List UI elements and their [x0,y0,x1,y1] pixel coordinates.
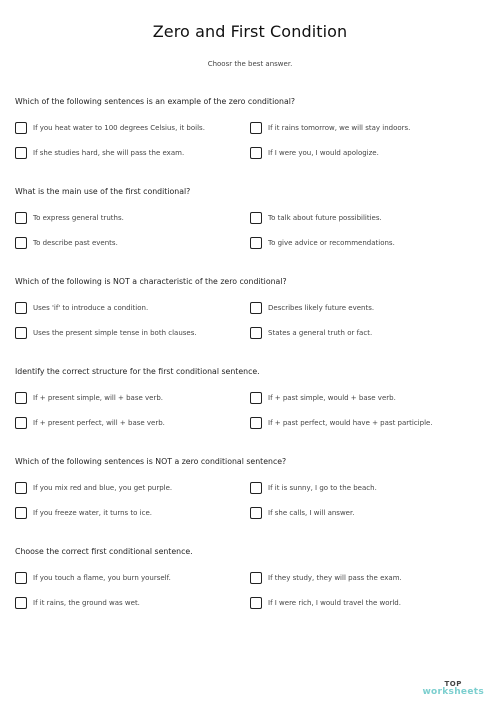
brand-bottom-text: worksheets [422,687,484,697]
page-title: Zero and First Condition [152,22,348,41]
checkbox[interactable] [15,147,27,159]
q2-option-c[interactable] [15,237,118,249]
option-label: If you freeze water, it turns to ice. [33,509,152,517]
checkbox[interactable] [15,417,27,429]
q6-option-d[interactable] [250,597,401,609]
checkbox[interactable] [15,507,27,519]
option-label: To express general truths. [33,214,124,222]
question-1: Which of the following sentences is an example of the zero conditional? [15,97,296,106]
q4-option-c[interactable] [15,417,165,429]
q2-option-d[interactable] [250,237,395,249]
checkbox[interactable] [250,212,262,224]
q5-option-b[interactable] [250,482,377,494]
option-label: If + past perfect, would have + past participle. [268,419,433,427]
checkbox[interactable] [250,237,262,249]
q6-option-b[interactable] [250,572,402,584]
option-label: To give advice or recommendations. [268,239,395,247]
checkbox[interactable] [250,327,262,339]
q1-option-b[interactable] [250,122,410,134]
option-label: States a general truth or fact. [268,329,373,337]
option-label: If you mix red and blue, you get purple. [33,484,173,492]
q4-option-b[interactable] [250,392,396,404]
option-label: If + present simple, will + base verb. [33,394,164,402]
checkbox[interactable] [250,572,262,584]
q1-option-c[interactable] [15,147,184,159]
option-label: If it rains tomorrow, we will stay indoors. [268,124,411,132]
q2-option-b[interactable] [250,212,382,224]
checkbox[interactable] [15,392,27,404]
instructions: Choosr the best answer. [207,60,293,68]
option-label: If it is sunny, I go to the beach. [268,484,377,492]
q1-option-d[interactable] [250,147,379,159]
checkbox[interactable] [15,122,27,134]
checkbox[interactable] [15,327,27,339]
option-label: To talk about future possibilities. [268,214,382,222]
q5-option-d[interactable] [250,507,354,519]
checkbox[interactable] [15,302,27,314]
checkbox[interactable] [250,507,262,519]
q4-option-d[interactable] [250,417,433,429]
option-label: Uses 'if' to introduce a condition. [33,304,149,312]
option-label: If I were rich, I would travel the world. [268,599,401,607]
checkbox[interactable] [250,122,262,134]
q3-option-d[interactable] [250,327,372,339]
checkbox[interactable] [15,212,27,224]
q3-option-c[interactable] [15,327,197,339]
q3-option-a[interactable] [15,302,148,314]
q2-option-a[interactable] [15,212,124,224]
q4-option-a[interactable] [15,392,163,404]
q5-option-c[interactable] [15,507,152,519]
question-2: What is the main use of the first conditional? [15,187,191,196]
option-label: If you heat water to 100 degrees Celsius, it boils. [33,124,205,132]
option-label: Uses the present simple tense in both clauses. [33,329,197,337]
checkbox[interactable] [250,417,262,429]
option-label: If it rains, the ground was wet. [33,599,140,607]
question-5: Which of the following sentences is NOT a zero conditional sentence? [15,457,287,466]
checkbox[interactable] [250,302,262,314]
option-label: If I were you, I would apologize. [268,149,379,157]
q6-option-c[interactable] [15,597,140,609]
question-6: Choose the correct first conditional sentence. [15,547,193,556]
checkbox[interactable] [15,482,27,494]
option-label: If + present perfect, will + base verb. [33,419,165,427]
option-label: Describes likely future events. [268,304,375,312]
brand-logo [422,681,484,697]
checkbox[interactable] [250,392,262,404]
option-label: If you touch a flame, you burn yourself. [33,574,171,582]
option-label: If she calls, I will answer. [268,509,355,517]
checkbox[interactable] [15,237,27,249]
checkbox[interactable] [250,597,262,609]
checkbox[interactable] [15,597,27,609]
option-label: If + past simple, would + base verb. [268,394,396,402]
question-4: Identify the correct structure for the first conditional sentence. [15,367,260,376]
option-label: If they study, they will pass the exam. [268,574,402,582]
brand-top-text: TOP [444,680,462,688]
option-label: To describe past events. [33,239,118,247]
q5-option-a[interactable] [15,482,172,494]
checkbox[interactable] [15,572,27,584]
question-3: Which of the following is NOT a characteristic of the zero conditional? [15,277,287,286]
option-label: If she studies hard, she will pass the exam. [33,149,185,157]
q6-option-a[interactable] [15,572,171,584]
q1-option-a[interactable] [15,122,205,134]
checkbox[interactable] [250,482,262,494]
q3-option-b[interactable] [250,302,374,314]
checkbox[interactable] [250,147,262,159]
